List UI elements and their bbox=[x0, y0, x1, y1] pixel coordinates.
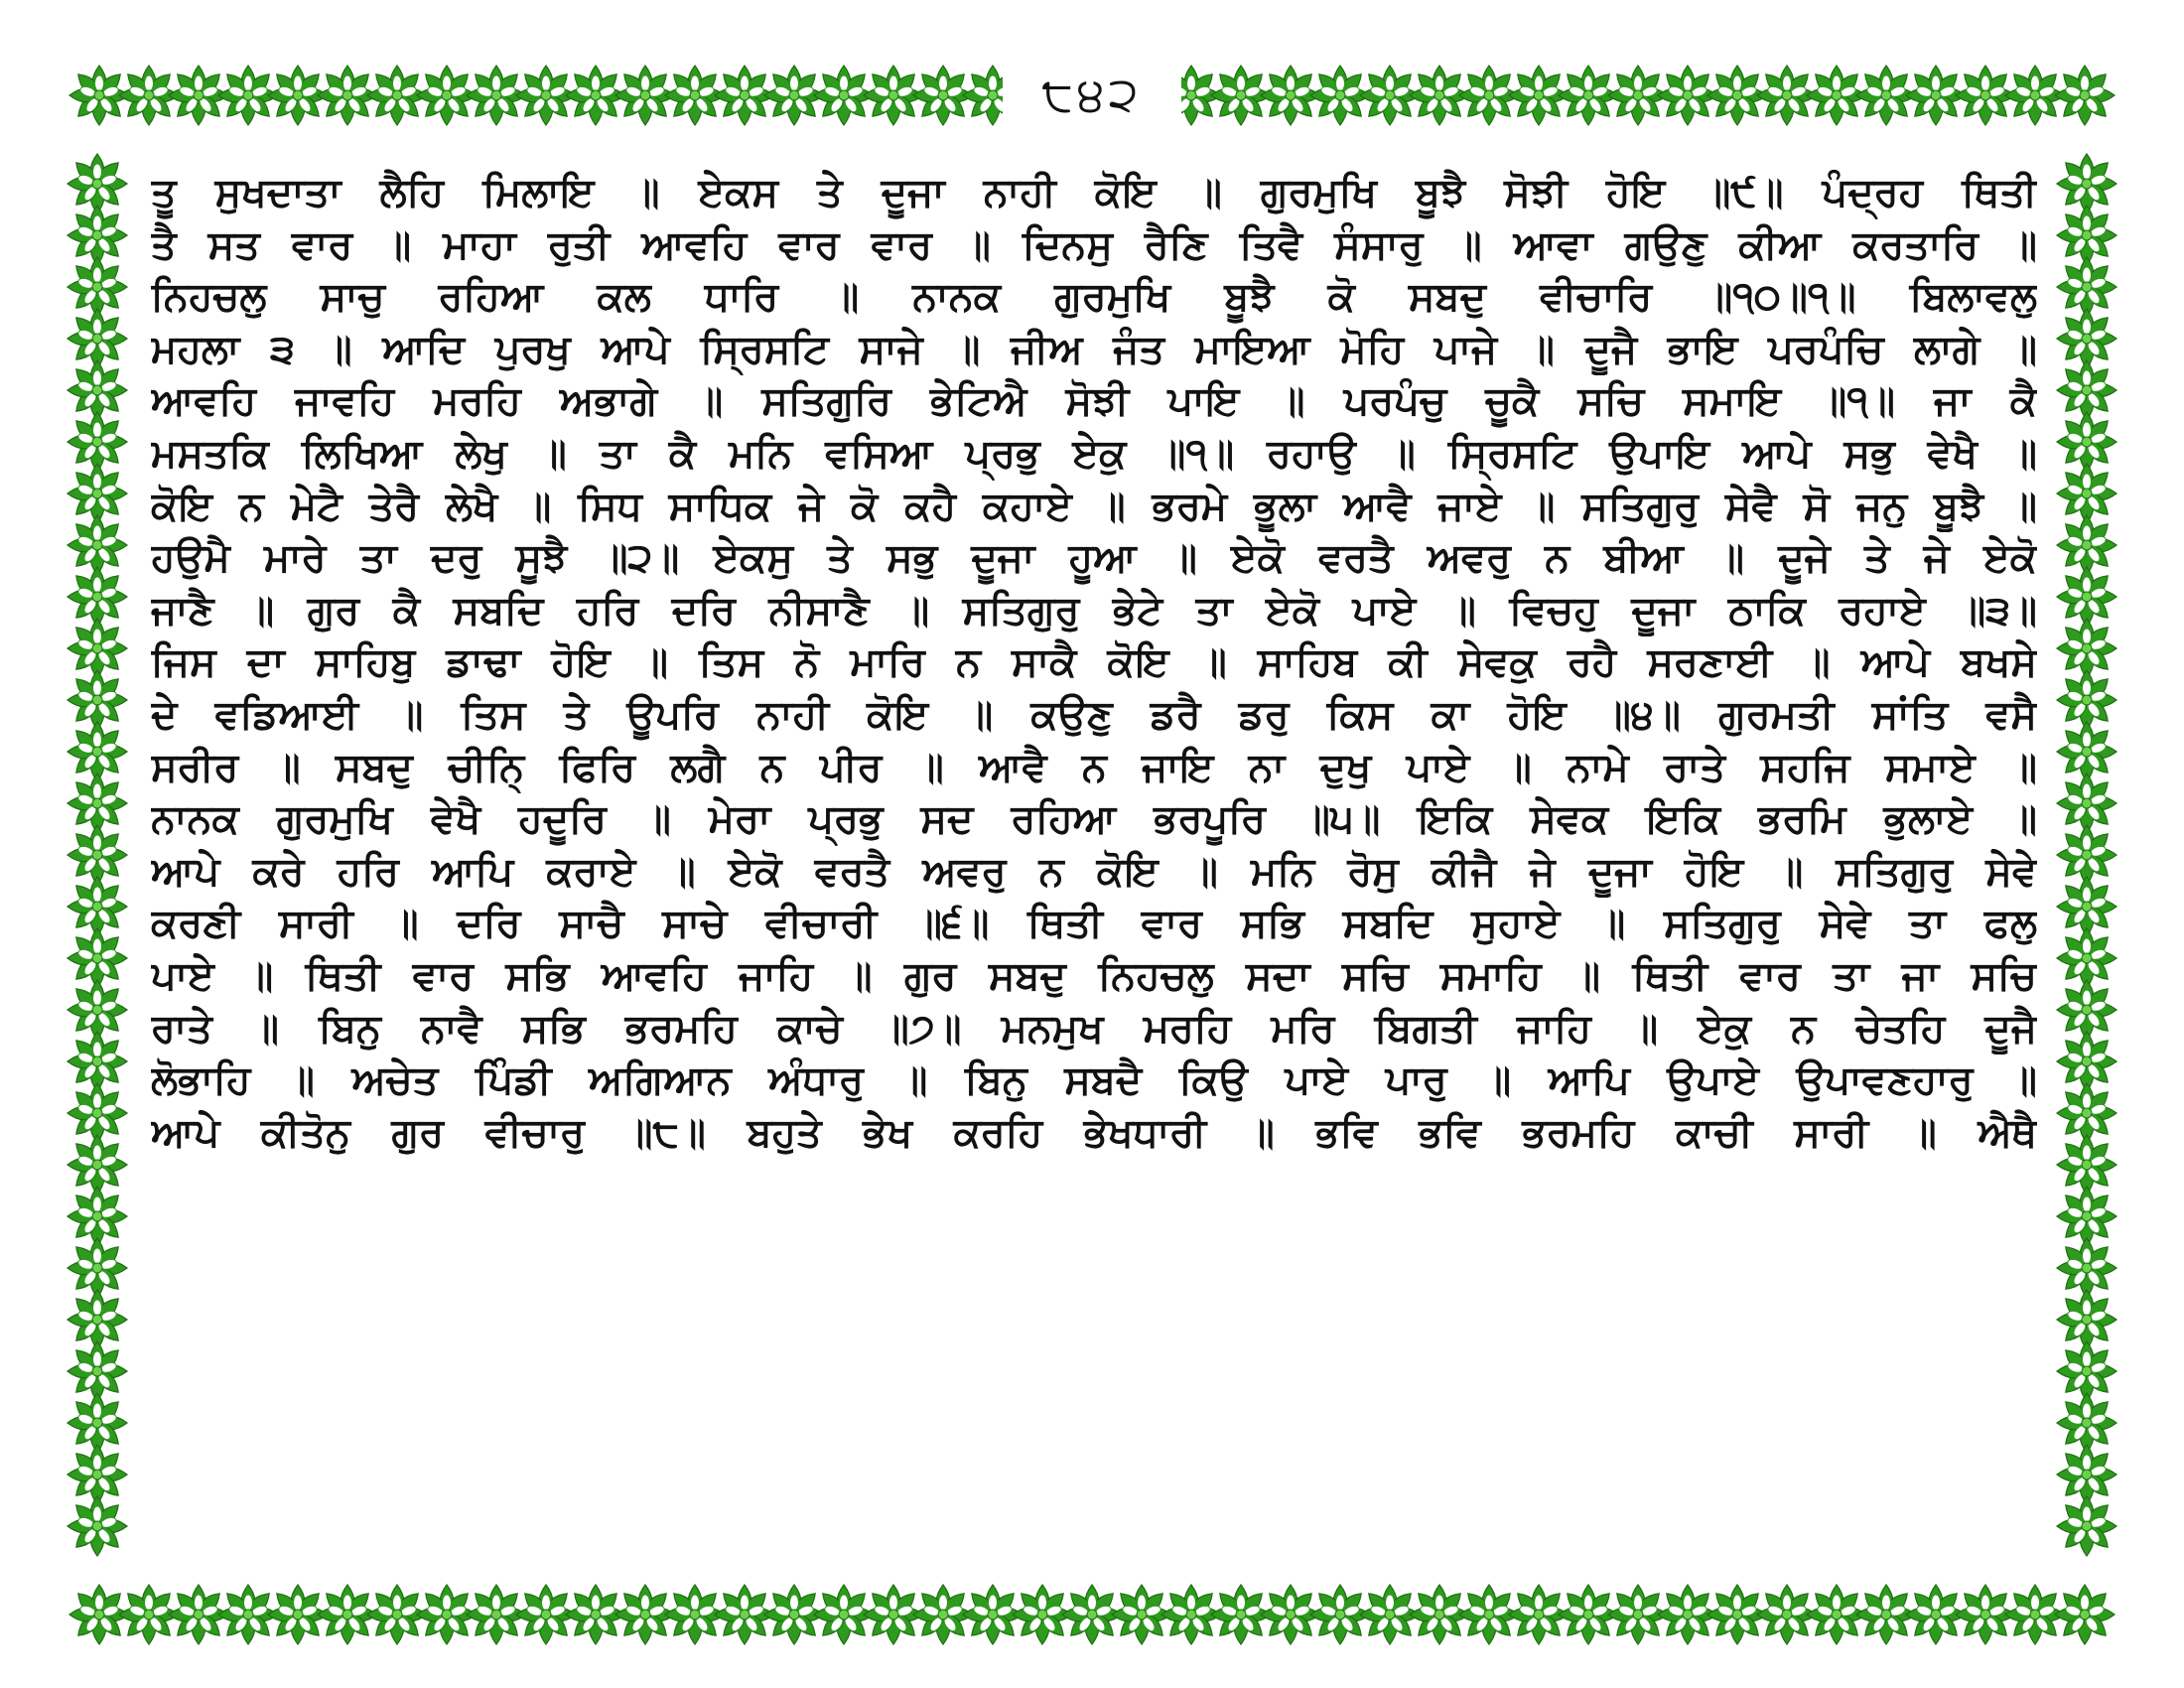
flower-icon bbox=[2057, 1496, 2116, 1556]
text-line: ਕਰਣੀ ਸਾਰੀ ॥ ਦਰਿ ਸਾਚੈ ਸਾਚੇ ਵੀਚਾਰੀ ॥੬॥ ਥਿਤੀ ਵਾਰ ਸਭਿ ਸਬਦਿ ਸੁਹਾਏ ॥ ਸਤਿਗੁਰੁ ਸੇਵੇ ਤਾ ਫਲੁ bbox=[151, 901, 2037, 947]
page-number: ੮੪੨ bbox=[1041, 66, 1143, 122]
flower-border-bottom bbox=[60, 1577, 2124, 1652]
text-line: ਆਪੇ ਕੀਤੋਨੁ ਗੁਰ ਵੀਚਾਰੁ ॥੮॥ ਬਹੁਤੇ ਭੇਖ ਕਰਹਿ ਭੇਖਧਾਰੀ ॥ ਭਵਿ ਭਵਿ ਭਰਮਹਿ ਕਾਚੀ ਸਾਰੀ ॥ ਐਥੈ bbox=[151, 1109, 2037, 1156]
border-bottom bbox=[60, 1577, 2124, 1652]
text-line: ਪਾਏ ॥ ਥਿਤੀ ਵਾਰ ਸਭਿ ਆਵਹਿ ਜਾਹਿ ॥ ਗੁਰ ਸਬਦੁ ਨਿਹਚਲੁ ਸਦਾ ਸਚਿ ਸਮਾਹਿ ॥ ਥਿਤੀ ਵਾਰ ਤਾ ਜਾ ਸਚਿ bbox=[151, 952, 2037, 999]
text-line: ਲੋਭਾਹਿ ॥ ਅਚੇਤ ਪਿੰਡੀ ਅਗਿਆਨ ਅੰਧਾਰੁ ॥ ਬਿਨੁ ਸਬਦੈ ਕਿਉ ਪਾਏ ਪਾਰੁ ॥ ਆਪਿ ਉਪਾਏ ਉਪਾਵਣਹਾਰੁ ॥ bbox=[151, 1057, 2037, 1104]
text-line: ਜਾਣੈ ॥ ਗੁਰ ਕੈ ਸਬਦਿ ਹਰਿ ਦਰਿ ਨੀਸਾਣੈ ॥ ਸਤਿਗੁਰੁ ਭੇਟੇ ਤਾ ਏਕੋ ਪਾਏ ॥ ਵਿਚਹੁ ਦੂਜਾ ਠਾਕਿ ਰਹਾਏ ॥੩॥ bbox=[151, 587, 2037, 633]
border-right bbox=[2049, 133, 2124, 1577]
text-line: ਤੂ ਸੁਖਦਾਤਾ ਲੈਹਿ ਮਿਲਾਇ ॥ ਏਕਸ ਤੇ ਦੂਜਾ ਨਾਹੀ ਕੋਇ ॥ ਗੁਰਮੁਖਿ ਬੂਝੈ ਸੋਝੀ ਹੋਇ ॥੯॥ ਪੰਦ੍ਰਹ ਥਿਤੀ bbox=[151, 170, 2037, 215]
text-line: ਆਪੇ ਕਰੇ ਹਰਿ ਆਪਿ ਕਰਾਏ ॥ ਏਕੋ ਵਰਤੈ ਅਵਰੁ ਨ ਕੋਇ ॥ ਮਨਿ ਰੋਸੁ ਕੀਜੈ ਜੇ ਦੂਜਾ ਹੋਇ ॥ ਸਤਿਗੁਰੁ ਸੇਵੇ bbox=[151, 848, 2037, 895]
text-line: ਹਉਮੈ ਮਾਰੇ ਤਾ ਦਰੁ ਸੂਝੈ ॥੨॥ ਏਕਸੁ ਤੇ ਸਭੁ ਦੂਜਾ ਹੂਆ ॥ ਏਕੋ ਵਰਤੈ ਅਵਰੁ ਨ ਬੀਆ ॥ ਦੂਜੇ ਤੇ ਜੇ ਏਕੋ bbox=[151, 535, 2037, 582]
text-line: ਨਿਹਚਲੁ ਸਾਚੁ ਰਹਿਆ ਕਲ ਧਾਰਿ ॥ ਨਾਨਕ ਗੁਰਮੁਖਿ ਬੂਝੈ ਕੋ ਸਬਦੁ ਵੀਚਾਰਿ ॥੧੦॥੧॥ ਬਿਲਾਵਲੁ bbox=[151, 274, 2037, 321]
flower-icon bbox=[68, 1496, 127, 1556]
text-line: ਸਰੀਰ ॥ ਸਬਦੁ ਚੀਨਿ੍ ਫਿਰਿ ਲਗੈ ਨ ਪੀਰ ॥ ਆਵੈ ਨ ਜਾਇ ਨਾ ਦੁਖੁ ਪਾਏ ॥ ਨਾਮੇ ਰਾਤੇ ਸਹਜਿ ਸਮਾਏ ॥ bbox=[151, 744, 2037, 790]
text-line: ਆਵਹਿ ਜਾਵਹਿ ਮਰਹਿ ਅਭਾਗੇ ॥ ਸਤਿਗੁਰਿ ਭੇਟਿਐ ਸੋਝੀ ਪਾਇ ॥ ਪਰਪੰਚੁ ਚੂਕੈ ਸਚਿ ਸਮਾਇ ॥੧॥ ਜਾ ਕੈ bbox=[151, 378, 2037, 425]
flower-icon bbox=[2055, 66, 2115, 125]
text-line: ਰਾਤੇ ॥ ਬਿਨੁ ਨਾਵੈ ਸਭਿ ਭਰਮਹਿ ਕਾਚੇ ॥੭॥ ਮਨਮੁਖ ਮਰਹਿ ਮਰਿ ਬਿਗਤੀ ਜਾਹਿ ॥ ਏਕੁ ਨ ਚੇਤਹਿ ਦੂਜੈ bbox=[151, 1005, 2037, 1052]
page-number-box bbox=[1003, 52, 1181, 137]
text-line: ਮਹਲਾ ੩ ॥ ਆਦਿ ਪੁਰਖੁ ਆਪੇ ਸ੍ਰਿਸਟਿ ਸਾਜੇ ॥ ਜੀਅ ਜੰਤ ਮਾਇਆ ਮੋਹਿ ਪਾਜੇ ॥ ਦੂਜੈ ਭਾਇ ਪਰਪੰਚਿ ਲਾਗੇ ॥ bbox=[151, 326, 2037, 372]
text-line: ਤੈ ਸਤ ਵਾਰ ॥ ਮਾਹਾ ਰੁਤੀ ਆਵਹਿ ਵਾਰ ਵਾਰ ॥ ਦਿਨਸੁ ਰੈਣਿ ਤਿਵੈ ਸੰਸਾਰੁ ॥ ਆਵਾ ਗਉਣੁ ਕੀਆ ਕਰਤਾਰਿ ॥ bbox=[151, 221, 2037, 268]
text-line: ਦੇ ਵਡਿਆਈ ॥ ਤਿਸ ਤੇ ਊਪਰਿ ਨਾਹੀ ਕੋਇ ॥ ਕਉਣੁ ਡਰੈ ਡਰੁ ਕਿਸ ਕਾ ਹੋਇ ॥੪॥ ਗੁਰਮਤੀ ਸਾਂਤਿ ਵਸੈ bbox=[151, 691, 2037, 738]
scripture-text bbox=[151, 167, 2037, 1159]
flower-icon bbox=[2055, 1585, 2115, 1644]
flower-border-right bbox=[2049, 133, 2124, 1577]
border-left bbox=[60, 133, 135, 1577]
text-line: ਕੋਇ ਨ ਮੇਟੈ ਤੇਰੈ ਲੇਖੈ ॥ ਸਿਧ ਸਾਧਿਕ ਜੇ ਕੋ ਕਹੈ ਕਹਾਏ ॥ ਭਰਮੇ ਭੂਲਾ ਆਵੈ ਜਾਏ ॥ ਸਤਿਗੁਰੁ ਸੇਵੈ ਸੋ ਜਨੁ ਬੂਝੈ ॥ bbox=[151, 483, 2037, 529]
flower-border-left bbox=[60, 133, 135, 1577]
text-line: ਨਾਨਕ ਗੁਰਮੁਖਿ ਵੇਖੈ ਹਦੂਰਿ ॥ ਮੇਰਾ ਪ੍ਰਭੁ ਸਦ ਰਹਿਆ ਭਰਪੂਰਿ ॥੫॥ ਇਕਿ ਸੇਵਕ ਇਕਿ ਭਰਮਿ ਭੁਲਾਏ ॥ bbox=[151, 796, 2037, 843]
text-line: ਮਸਤਕਿ ਲਿਖਿਆ ਲੇਖੁ ॥ ਤਾ ਕੈ ਮਨਿ ਵਸਿਆ ਪ੍ਰਭੁ ਏਕੁ ॥੧॥ ਰਹਾਉ ॥ ਸ੍ਰਿਸਟਿ ਉਪਾਇ ਆਪੇ ਸਭੁ ਵੇਖੈ ॥ bbox=[151, 430, 2037, 477]
text-line: ਜਿਸ ਦਾ ਸਾਹਿਬੁ ਡਾਢਾ ਹੋਇ ॥ ਤਿਸ ਨੋ ਮਾਰਿ ਨ ਸਾਕੈ ਕੋਇ ॥ ਸਾਹਿਬ ਕੀ ਸੇਵਕੁ ਰਹੈ ਸਰਣਾਈ ॥ ਆਪੇ ਬਖਸੇ bbox=[151, 639, 2037, 686]
